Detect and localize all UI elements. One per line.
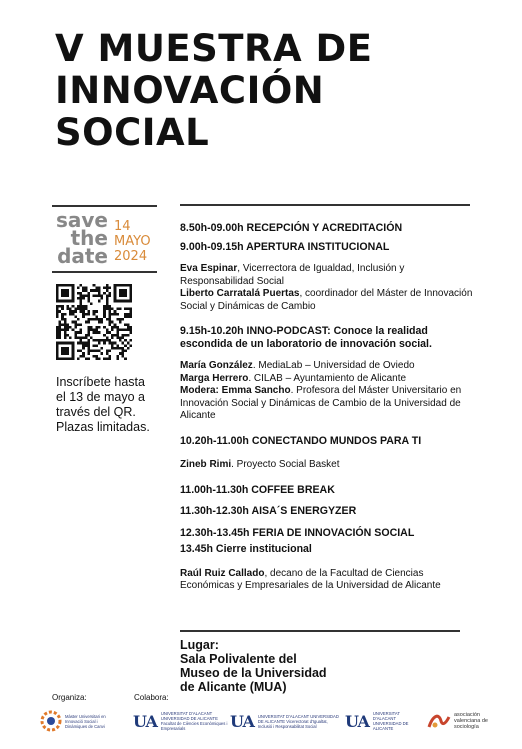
master-logo [40, 708, 122, 734]
speaker-raul [180, 568, 480, 593]
gear-people-icon [40, 710, 62, 732]
speaker-raul-role: , decano de la Facultad de Ciencias Económicas y Empresariales de la Universidad de Alicante [180, 567, 441, 591]
ua-mark-3: UA [345, 711, 369, 731]
speaker-modera-role: . Profesora del Máster Universitario en Innovación Social y Dinámicas de Cambio de la Universidad de Alicante [180, 385, 462, 421]
signup-line-1: Inscríbete hasta [56, 375, 145, 389]
save-date-bottom-rule [52, 271, 157, 273]
signup-line-2: el 13 de mayo a [56, 390, 145, 404]
item-podcast: 9.15h-10.20h INNO-PODCAST: Conoce la realidad escondida de un laboratorio de innovación social. [180, 325, 432, 350]
speaker-zineb-name: Zineb Rimi [180, 459, 232, 470]
item-recepcion: 8.50h-09.00h RECEPCIÓN Y ACREDITACIÓN [180, 222, 403, 234]
save-the-date-block [52, 208, 108, 268]
ua-faculty-logo [133, 708, 228, 734]
item-conectando: 10.20h-11.00h CONECTANDO MUNDOS PARA TI [180, 434, 422, 447]
program-top-rule [180, 204, 470, 206]
speaker-liberto-name: Liberto Carratalá Puertas [180, 288, 300, 299]
organiza-label: Organiza: [52, 693, 87, 702]
ua-text: UNIVERSITAT D'ALACANT UNIVERSIDAD DE ALICANTE [372, 711, 409, 731]
speaker-marga [180, 373, 480, 386]
event-day: 14 [114, 219, 131, 234]
event-year: 2024 [114, 249, 148, 264]
avs-logo [427, 708, 507, 734]
speaker-modera-name: Modera: Emma Sancho [180, 385, 291, 396]
title-line-1: V MUESTRA DE [55, 27, 373, 70]
venue-label: Lugar: [180, 638, 219, 652]
ua-logo [345, 708, 417, 734]
signup-note [56, 375, 181, 435]
colabora-label: Colabora: [134, 693, 169, 702]
avs-mark-icon [427, 711, 451, 731]
speaker-zineb [180, 459, 480, 472]
event-date [114, 219, 151, 264]
ua-vicerrectorado-logo [230, 708, 340, 734]
venue-line-1: Sala Polivalente del [180, 652, 297, 666]
save-date-top-rule [52, 205, 157, 207]
speaker-marga-role: . CILAB – Ayuntamiento de Alicante [248, 372, 407, 384]
speaker-eva-name: Eva Espinar [180, 263, 238, 274]
qr-code-icon[interactable] [56, 284, 132, 360]
speaker-maria-role: . MediaLab – Universidad de Oviedo [252, 360, 415, 371]
item-aisa: 11.30h-12.30h AISA´S ENERGYZER [180, 505, 357, 517]
venue [180, 638, 480, 694]
speaker-maria-name: María González [180, 360, 253, 371]
speaker-maria [180, 360, 480, 373]
save-word: save [55, 208, 108, 232]
speaker-eva-role: , Vicerrectora de Igualdad, Inclusión y Responsabilidad Social [180, 263, 405, 287]
poster-title [55, 28, 495, 154]
ua-faculty-text: UNIVERSITAT D'ALACANT UNIVERSIDAD DE ALICANTE Facultat de Ciències Econòmiques i Empresarials [160, 711, 228, 731]
speaker-zineb-role: . Proyecto Social Basket [231, 459, 340, 470]
venue-line-3: de Alicante (MUA) [180, 680, 287, 694]
the-word: the [70, 226, 108, 250]
speaker-eva [180, 263, 480, 288]
item-cierre: 13.45h Cierre institucional [180, 543, 312, 555]
ua-mark: UA [133, 711, 157, 731]
master-logo-text: Màster Universitari en Innovació Social i Dinàmiques de Canvi [65, 713, 106, 729]
signup-line-4: Plazas limitadas. [56, 420, 150, 434]
item-feria: 12.30h-13.45h FERIA DE INNOVACIÓN SOCIAL [180, 526, 415, 539]
program [180, 222, 480, 593]
speaker-modera [180, 385, 480, 423]
signup-line-3: través del QR. [56, 405, 136, 419]
lugar-top-rule [180, 630, 460, 632]
speaker-raul-name: Raúl Ruiz Callado [180, 567, 265, 579]
item-apertura: 9.00h-09.15h APERTURA INSTITUCIONAL [180, 240, 390, 253]
ua-mark-2: UA [230, 711, 254, 731]
speaker-marga-name: Marga Herrero [180, 372, 249, 384]
title-line-3: SOCIAL [55, 111, 210, 154]
title-line-2: INNOVACIÓN [55, 69, 325, 112]
speaker-liberto [180, 288, 480, 313]
venue-line-2: Museo de la Universidad [180, 666, 327, 680]
speaker-liberto-role: , coordinador del Máster de Innovación Social y Dinámicas de Cambio [180, 288, 473, 312]
avs-text: asociación valenciana de sociología [454, 712, 488, 730]
event-month: MAYO [114, 234, 151, 249]
date-word: date [57, 244, 108, 268]
item-coffee: 11.00h-11.30h COFFEE BREAK [180, 483, 335, 496]
ua-vicerrectorado-text: UNIVERSITAT D'ALACANT UNIVERSIDAD DE ALICANTE Vicerectorat d'Igualtat, Inclusió i Responsabilitat Social [257, 713, 339, 729]
